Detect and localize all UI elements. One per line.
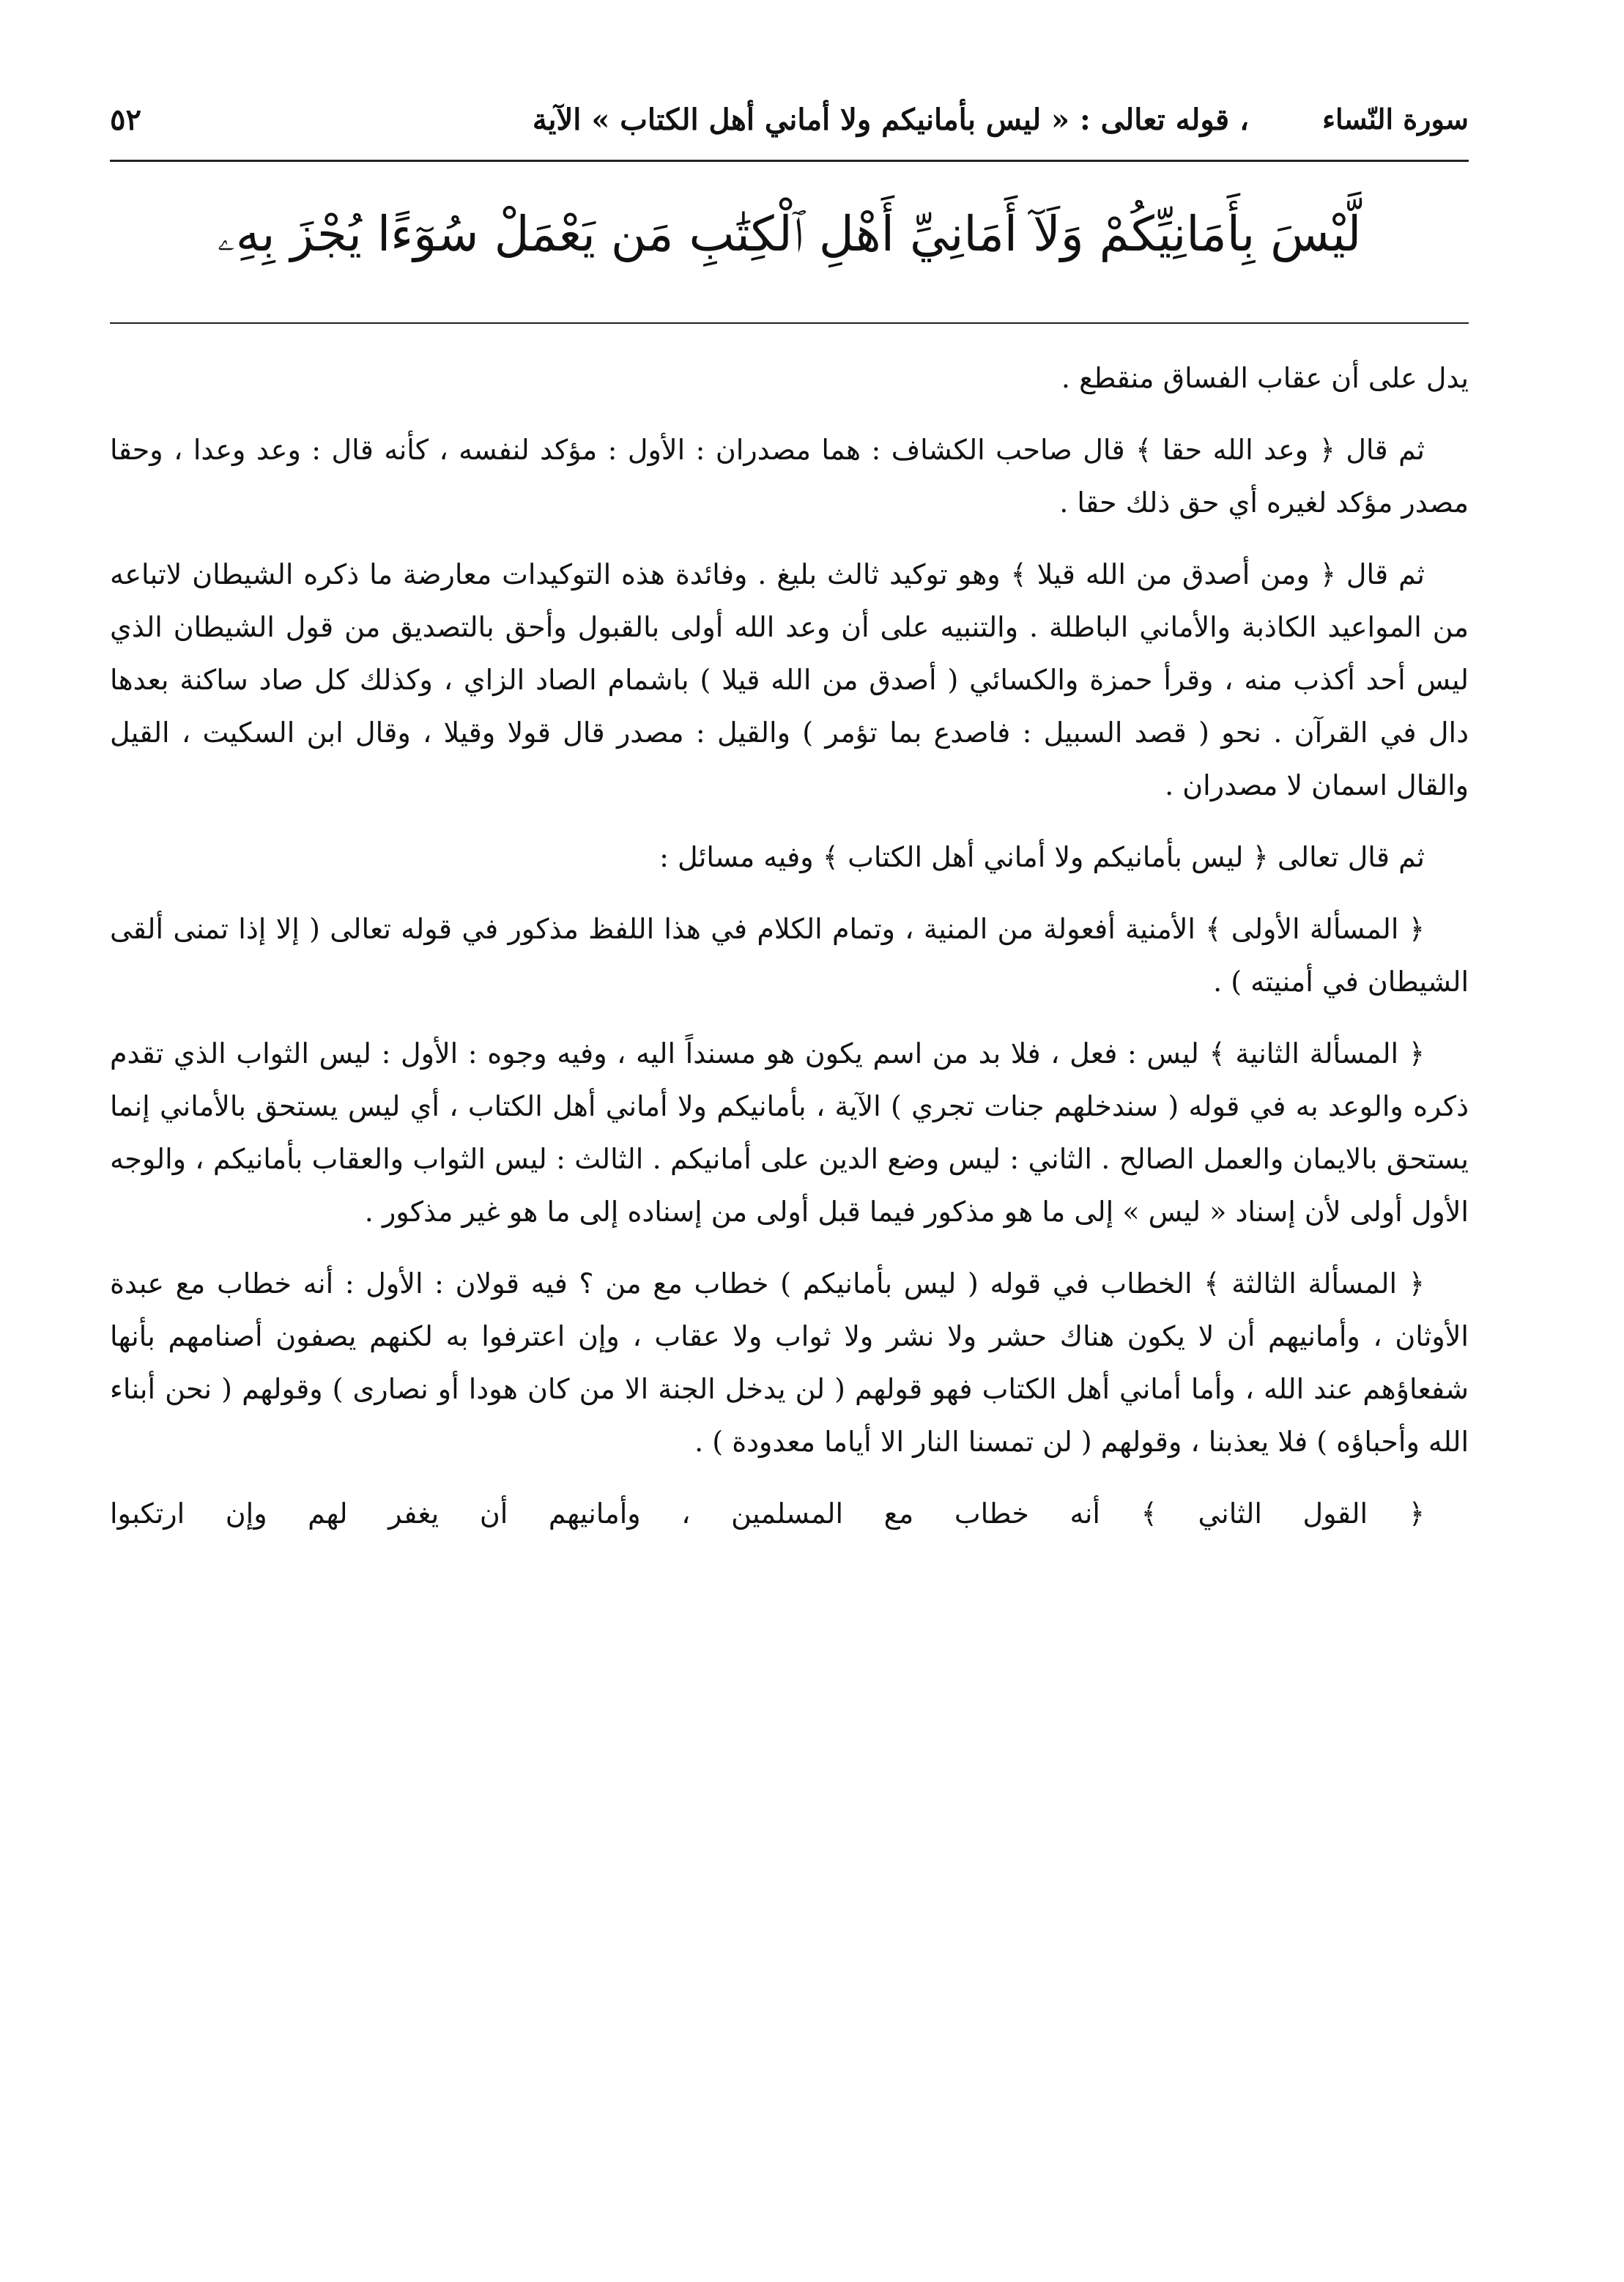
page-number: ٥٢ — [110, 103, 141, 137]
paragraph-7: ﴿ المسألة الثالثة ﴾ الخطاب في قوله ( ليس بأمانيكم ) خطاب مع من ؟ فيه قولان : الأول : أنه خطاب مع عبدة الأوثان ، وأمانيهم أن لا يكون هناك حشر ولا نشر ولا ثواب ولا عقاب ، وإن اعترفوا به لكنهم يصفون أصنامهم بأنها شفعاؤهم عند الله ، وأما أماني أهل الكتاب فهو قولهم ( لن يدخل الجنة الا من كان هودا أو نصارى ) وقولهم ( نحن أبناء الله وأحباؤه ) فلا يعذبنا ، وقولهم ( لن تمسنا النار الا أياما معدودة ) . — [110, 1267, 1469, 1458]
paragraph-2: ثم قال ﴿ وعد الله حقا ﴾ قال صاحب الكشاف : هما مصدران : الأول : مؤكد لنفسه ، كأنه قال : وعد وعدا ، وحقا مصدر مؤكد لغيره أي حق ذلك حقا . — [110, 434, 1469, 519]
paragraph-4: ثم قال تعالى ﴿ ليس بأمانيكم ولا أماني أهل الكتاب ﴾ وفيه مسائل : — [659, 841, 1425, 873]
paragraph-3: ثم قال ﴿ ومن أصدق من الله قيلا ﴾ وهو توكيد ثالث بليغ . وفائدة هذه التوكيدات معارضة ما ذكره الشيطان لاتباعه من المواعيد الكاذبة والأماني الباطلة . والتنبيه على أن وعد الله أولى بالقبول وأحق بالتصديق من قول الشيطان الذي ليس أحد أكذب منه ، وقرأ حمزة والكسائي ( أصدق من الله قيلا ) باشمام الصاد الزاي ، وكذلك كل صاد ساكنة بعدها دال في القرآن . نحو ( قصد السبيل : فاصدع بما تؤمر ) والقيل : مصدر قال قولا وقيلا ، وقال ابن السكيت ، القيل والقال اسمان لا مصدران . — [110, 558, 1469, 801]
commentary-text — [110, 352, 1469, 1559]
paragraph-5: ﴿ المسألة الأولى ﴾ الأمنية أفعولة من المنية ، وتمام الكلام في هذا اللفظ مذكور في قوله تعالى ( إلا إذا تمنى ألقى الشيطان في أمنيته ) . — [110, 913, 1469, 998]
paragraph-6: ﴿ المسألة الثانية ﴾ ليس : فعل ، فلا بد من اسم يكون هو مسنداً اليه ، وفيه وجوه : الأول : ليس الثواب الذي تقدم ذكره والوعد به في قوله ( سندخلهم جنات تجري ) الآية ، بأمانيكم ولا أماني أهل الكتاب ، أي ليس يستحق بالأماني إنما يستحق بالايمان والعمل الصالح . الثاني : ليس وضع الدين على أمانيكم . الثالث : ليس الثواب والعقاب بأمانيكم ، والوجه الأول أولى لأن إسناد « ليس » إلى ما هو مذكور فيما قبل أولى من إسناده إلى ما هو غير مذكور . — [110, 1037, 1469, 1228]
running-header — [110, 95, 1469, 154]
paragraph-1: يدل على أن عقاب الفساق منقطع . — [1061, 362, 1469, 394]
running-title: ، قوله تعالى : « ليس بأمانيكم ولا أماني أهل الكتاب » الآية — [532, 103, 1249, 137]
book-page — [110, 73, 1469, 2198]
surah-name: سورة النّساء — [1322, 103, 1469, 136]
header-divider — [110, 160, 1469, 162]
quran-verse: لَّيْسَ بِأَمَانِيِّكُمْ وَلَآ أَمَانِيِّ أَهْلِ ٱلْكِتَٰبِ مَن يَعْمَلْ سُوٓءًا يُجْزَ بِهِۦ — [217, 206, 1362, 262]
paragraph-8: ﴿ القول الثاني ﴾ أنه خطاب مع المسلمين ، وأمانيهم أن يغفر لهم وإن ارتكبوا — [110, 1497, 1425, 1530]
verse-divider — [110, 322, 1469, 324]
